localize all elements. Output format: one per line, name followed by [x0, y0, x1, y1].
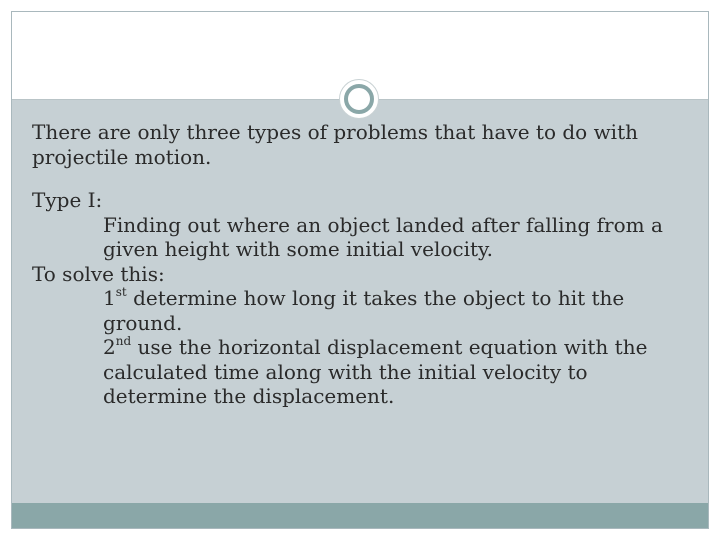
- slide-body-text: [32, 120, 692, 409]
- step-1-number: 1: [103, 286, 116, 310]
- step-2-number: 2: [103, 335, 116, 359]
- intro-paragraph: There are only three types of problems that have to do with projectile motion.: [32, 120, 638, 169]
- circle-ornament-icon: [339, 79, 379, 119]
- type-description: Finding out where an object landed after falling from a given height with some initial velocity.: [103, 212, 663, 261]
- type-heading: Type I:: [32, 188, 103, 212]
- step-1: [32, 286, 692, 335]
- bottom-accent-bar: [12, 503, 708, 528]
- step-2-ordinal: nd: [115, 334, 132, 349]
- step-1-text: determine how long it takes the object to hit the ground.: [103, 286, 625, 335]
- step-2-text: use the horizontal displacement equation with the calculated time along with the initial velocity to determine the displacement.: [103, 335, 648, 408]
- step-2: [32, 335, 692, 409]
- circle-ornament-inner: [344, 84, 374, 114]
- solve-heading: To solve this:: [32, 261, 165, 286]
- step-1-ordinal: st: [115, 285, 127, 300]
